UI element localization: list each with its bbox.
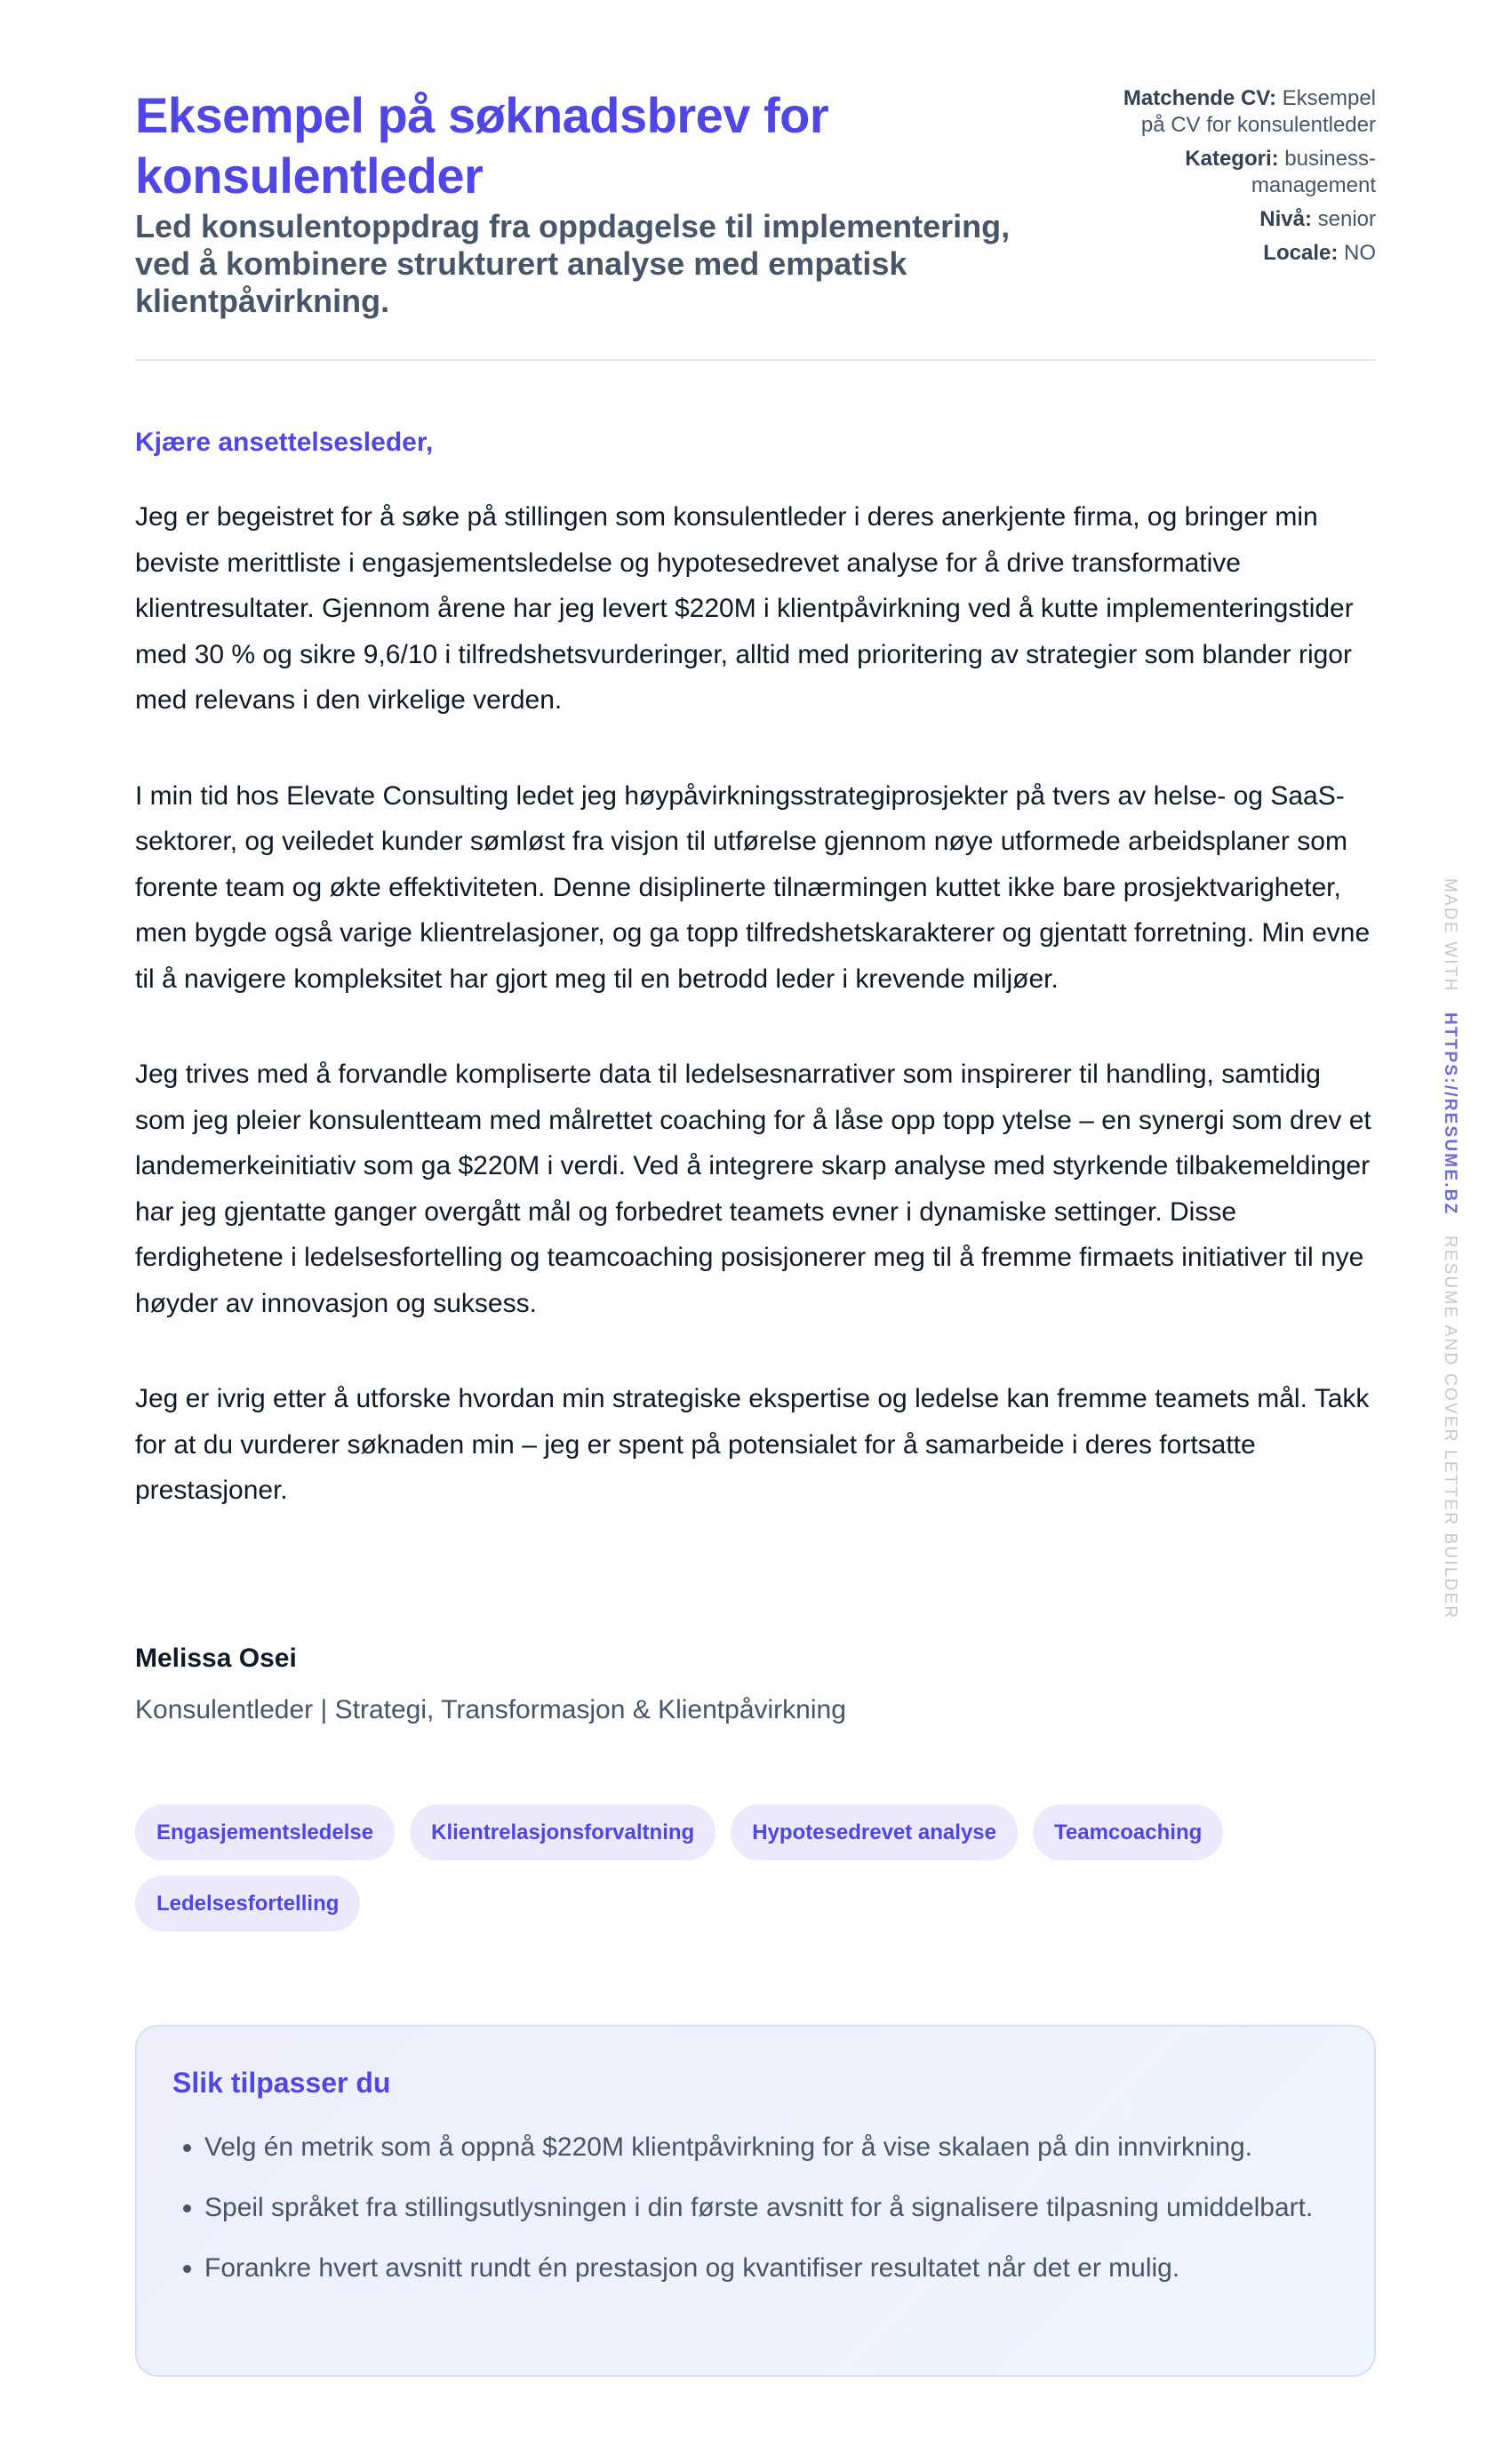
meta-level	[1109, 206, 1376, 233]
page-title: Eksempel på søknadsbrev for konsulentleder	[135, 87, 829, 204]
letter-paragraph: Jeg trives med å forvandle kompliserte data til ledelsesnarrativer som inspirerer til handling, samtidig som jeg pleier konsulentteam med målrettet coaching for å låse opp topp ytelse – en synergi som drev et landemerkeinitiativ som ga $220M i verdi. Ved å integrere skarp analyse med styrkende tilbakemeldinger har jeg gjentatte ganger overgått mål og forbedret teamets evner i dynamiske settinger. Disse ferdighetene i ledelsesfortelling og teamcoaching posisjonerer meg til å fremme firmaets initiativer til nye høyder av innovasjon og suksess.	[135, 1060, 1371, 1318]
tip-item: • Velg én metrik som å oppnå $220M klientpåvirkning for å vise skalaen på din innvirkning.	[204, 2124, 1339, 2170]
meta-matching-cv	[1109, 85, 1376, 139]
side-banner	[1436, 878, 1463, 1620]
meta-category-value: business-management	[1251, 147, 1376, 197]
meta-info	[1109, 85, 1376, 274]
tip-item: • Speil språket fra stillingsutlysningen i din første avsnitt for å signalisere tilpasning umiddelbart.	[204, 2185, 1339, 2230]
signature-title: Konsulentleder | Strategi, Transformasjon & Klientpåvirkning	[135, 1695, 846, 1724]
side-banner-suffix: RESUME AND COVER LETTER BUILDER	[1441, 1235, 1459, 1620]
signature	[135, 1641, 846, 1728]
skill-tag: Klientrelasjonsforvaltning	[410, 1804, 716, 1860]
side-banner-link[interactable]: HTTPS://RESUME.BZ	[1441, 1012, 1459, 1216]
tips-list	[172, 2124, 1339, 2291]
meta-category	[1109, 146, 1376, 199]
skill-tag: Hypotesedrevet analyse	[731, 1804, 1018, 1860]
meta-locale-value: NO	[1344, 241, 1376, 265]
meta-locale	[1109, 240, 1376, 267]
header	[135, 0, 1376, 361]
letter-paragraph: Jeg er begeistret for å søke på stillingen som konsulentleder i deres anerkjente firma, og bringer min beviste merittliste i engasjementsledelse og hypotesedrevet analyse for å drive transformative klientresultater. Gjennom årene har jeg levert $220M i klientpåvirkning ved å kutte implementeringstider med 30 % og sikre 9,6/10 i tilfredshetsvurderinger, alltid med prioritering av strategier som blander rigor med relevans i den virkelige verden.	[135, 502, 1354, 715]
letter-body	[135, 494, 1376, 1564]
cover-letter-page	[135, 0, 1376, 2283]
skill-tags	[135, 1804, 1376, 1932]
meta-matching-cv-label: Matchende CV:	[1123, 86, 1276, 110]
meta-matching-cv-value[interactable]: Eksempel på CV for konsulentleder	[1140, 86, 1376, 137]
side-banner-text	[1436, 878, 1463, 1620]
page-subtitle: Led konsulentoppdrag fra oppdagelse til implementering, ved å kombinere strukturert analyse med empatisk klientpåvirkning.	[135, 208, 1011, 319]
meta-category-label: Kategori:	[1185, 147, 1279, 171]
letter-greeting: Kjære ansettelsesleder,	[135, 428, 434, 457]
letter-paragraph: Jeg er ivrig etter å utforske hvordan min strategiske ekspertise og ledelse kan fremme teamets mål. Takk for at du vurderer søknaden min – jeg er spent på potensialet for å samarbeide i deres fortsatte prestasjoner.	[135, 1384, 1370, 1505]
skill-tag: Engasjementsledelse	[135, 1804, 395, 1860]
skill-tag: Ledelsesfortelling	[135, 1876, 360, 1932]
title-block	[135, 85, 1042, 320]
side-banner-prefix: MADE WITH	[1441, 878, 1459, 993]
tips-box	[135, 2025, 1376, 2377]
tips-title: Slik tilpasser du	[172, 2067, 391, 2099]
meta-level-value: senior	[1317, 207, 1376, 231]
meta-level-label: Nivå:	[1259, 207, 1312, 231]
skill-tag: Teamcoaching	[1033, 1804, 1223, 1860]
signature-name: Melissa Osei	[135, 1644, 297, 1673]
tip-item: • Forankre hvert avsnitt rundt én prestasjon og kvantifiser resultatet når det er mulig.	[204, 2245, 1339, 2291]
letter-paragraph: I min tid hos Elevate Consulting ledet jeg høypåvirkningsstrategiprosjekter på tvers av helse- og SaaS-sektorer, og veiledet kunder sømløst fra visjon til utførelse gjennom nøye utformede arbeidsplaner som forente team og økte effektiviteten. Denne disiplinerte tilnærmingen kuttet ikke bare prosjektvarigheter, men bygde også varige klientrelasjoner, og ga topp tilfredshetskarakterer og gjentatt forretning. Min evne til å navigere kompleksitet har gjort meg til en betrodd leder i krevende miljøer.	[135, 780, 1371, 994]
meta-locale-label: Locale:	[1263, 241, 1339, 265]
